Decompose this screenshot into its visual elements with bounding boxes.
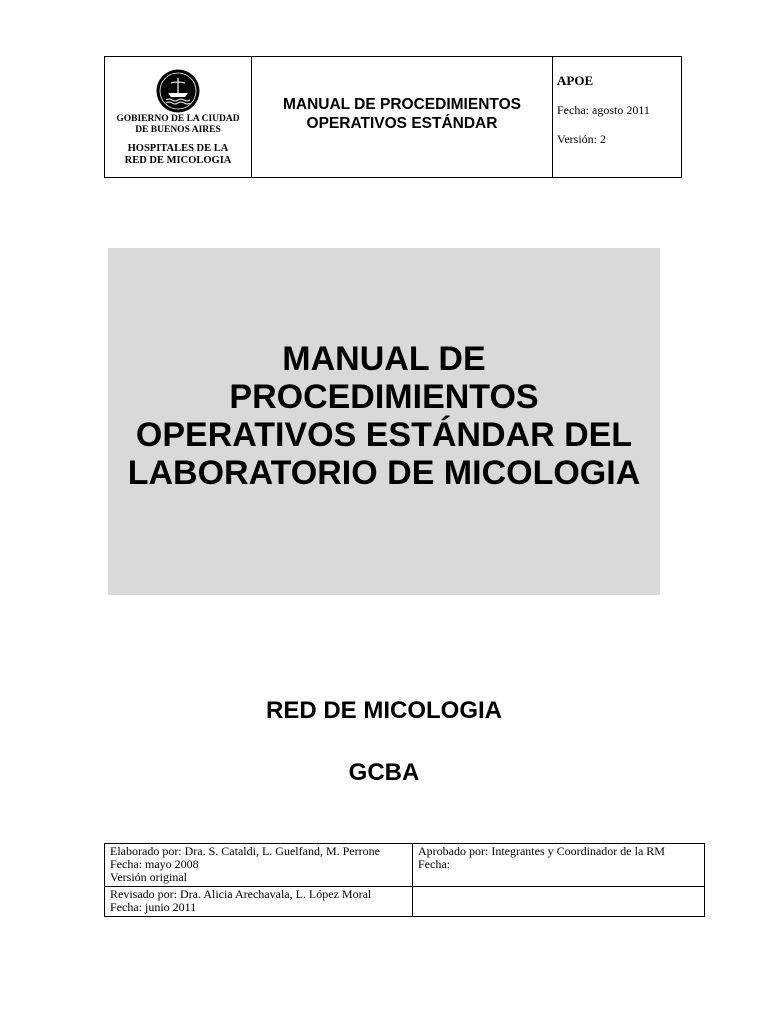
- approval-table: [104, 843, 705, 917]
- header-org-cell: [105, 57, 252, 177]
- agency-title: GCBA: [348, 759, 420, 786]
- empty-cell: [413, 887, 705, 917]
- doc-date: Fecha: agosto 2011: [557, 103, 650, 117]
- city-seal-icon: [156, 69, 200, 113]
- elaborated-date: Fecha: mayo 2008: [110, 857, 199, 871]
- elaborated-version: Versión original: [110, 870, 187, 884]
- elaborated-by: Elaborado por: Dra. S. Cataldi, L. Guelfand, M. Perrone: [110, 844, 380, 858]
- header-title: MANUAL DE PROCEDIMIENTOS OPERATIVOS ESTÁNDAR: [283, 96, 521, 132]
- document-header: [104, 56, 682, 178]
- org-name: GOBIERNO DE LA CIUDAD DE BUENOS AIRES: [116, 114, 240, 135]
- revised-date: Fecha: junio 2011: [110, 900, 197, 914]
- main-title-block: [108, 248, 660, 595]
- unit-name: HOSPITALES DE LA RED DE MICOLOGIA: [124, 143, 232, 166]
- table-row: [105, 844, 705, 887]
- header-meta-cell: [553, 57, 681, 177]
- approved-cell: [413, 844, 705, 887]
- revised-by: Revisado por: Dra. Alicia Arechavala, L. López Moral: [110, 887, 372, 901]
- approved-by: Aprobado por: Integrantes y Coordinador de la RM: [418, 844, 665, 858]
- doc-code: APOE: [557, 73, 594, 88]
- table-row: [105, 887, 705, 917]
- network-title: RED DE MICOLOGIA: [265, 697, 502, 724]
- doc-version: Versión: 2: [557, 132, 606, 146]
- elaborated-cell: [105, 844, 413, 887]
- header-title-cell: [252, 57, 553, 177]
- main-title: MANUAL DE PROCEDIMIENTOS OPERATIVOS ESTÁNDAR DEL LABORATORIO DE MICOLOGIA: [127, 339, 641, 492]
- approved-date: Fecha:: [418, 857, 450, 871]
- revised-cell: [105, 887, 413, 917]
